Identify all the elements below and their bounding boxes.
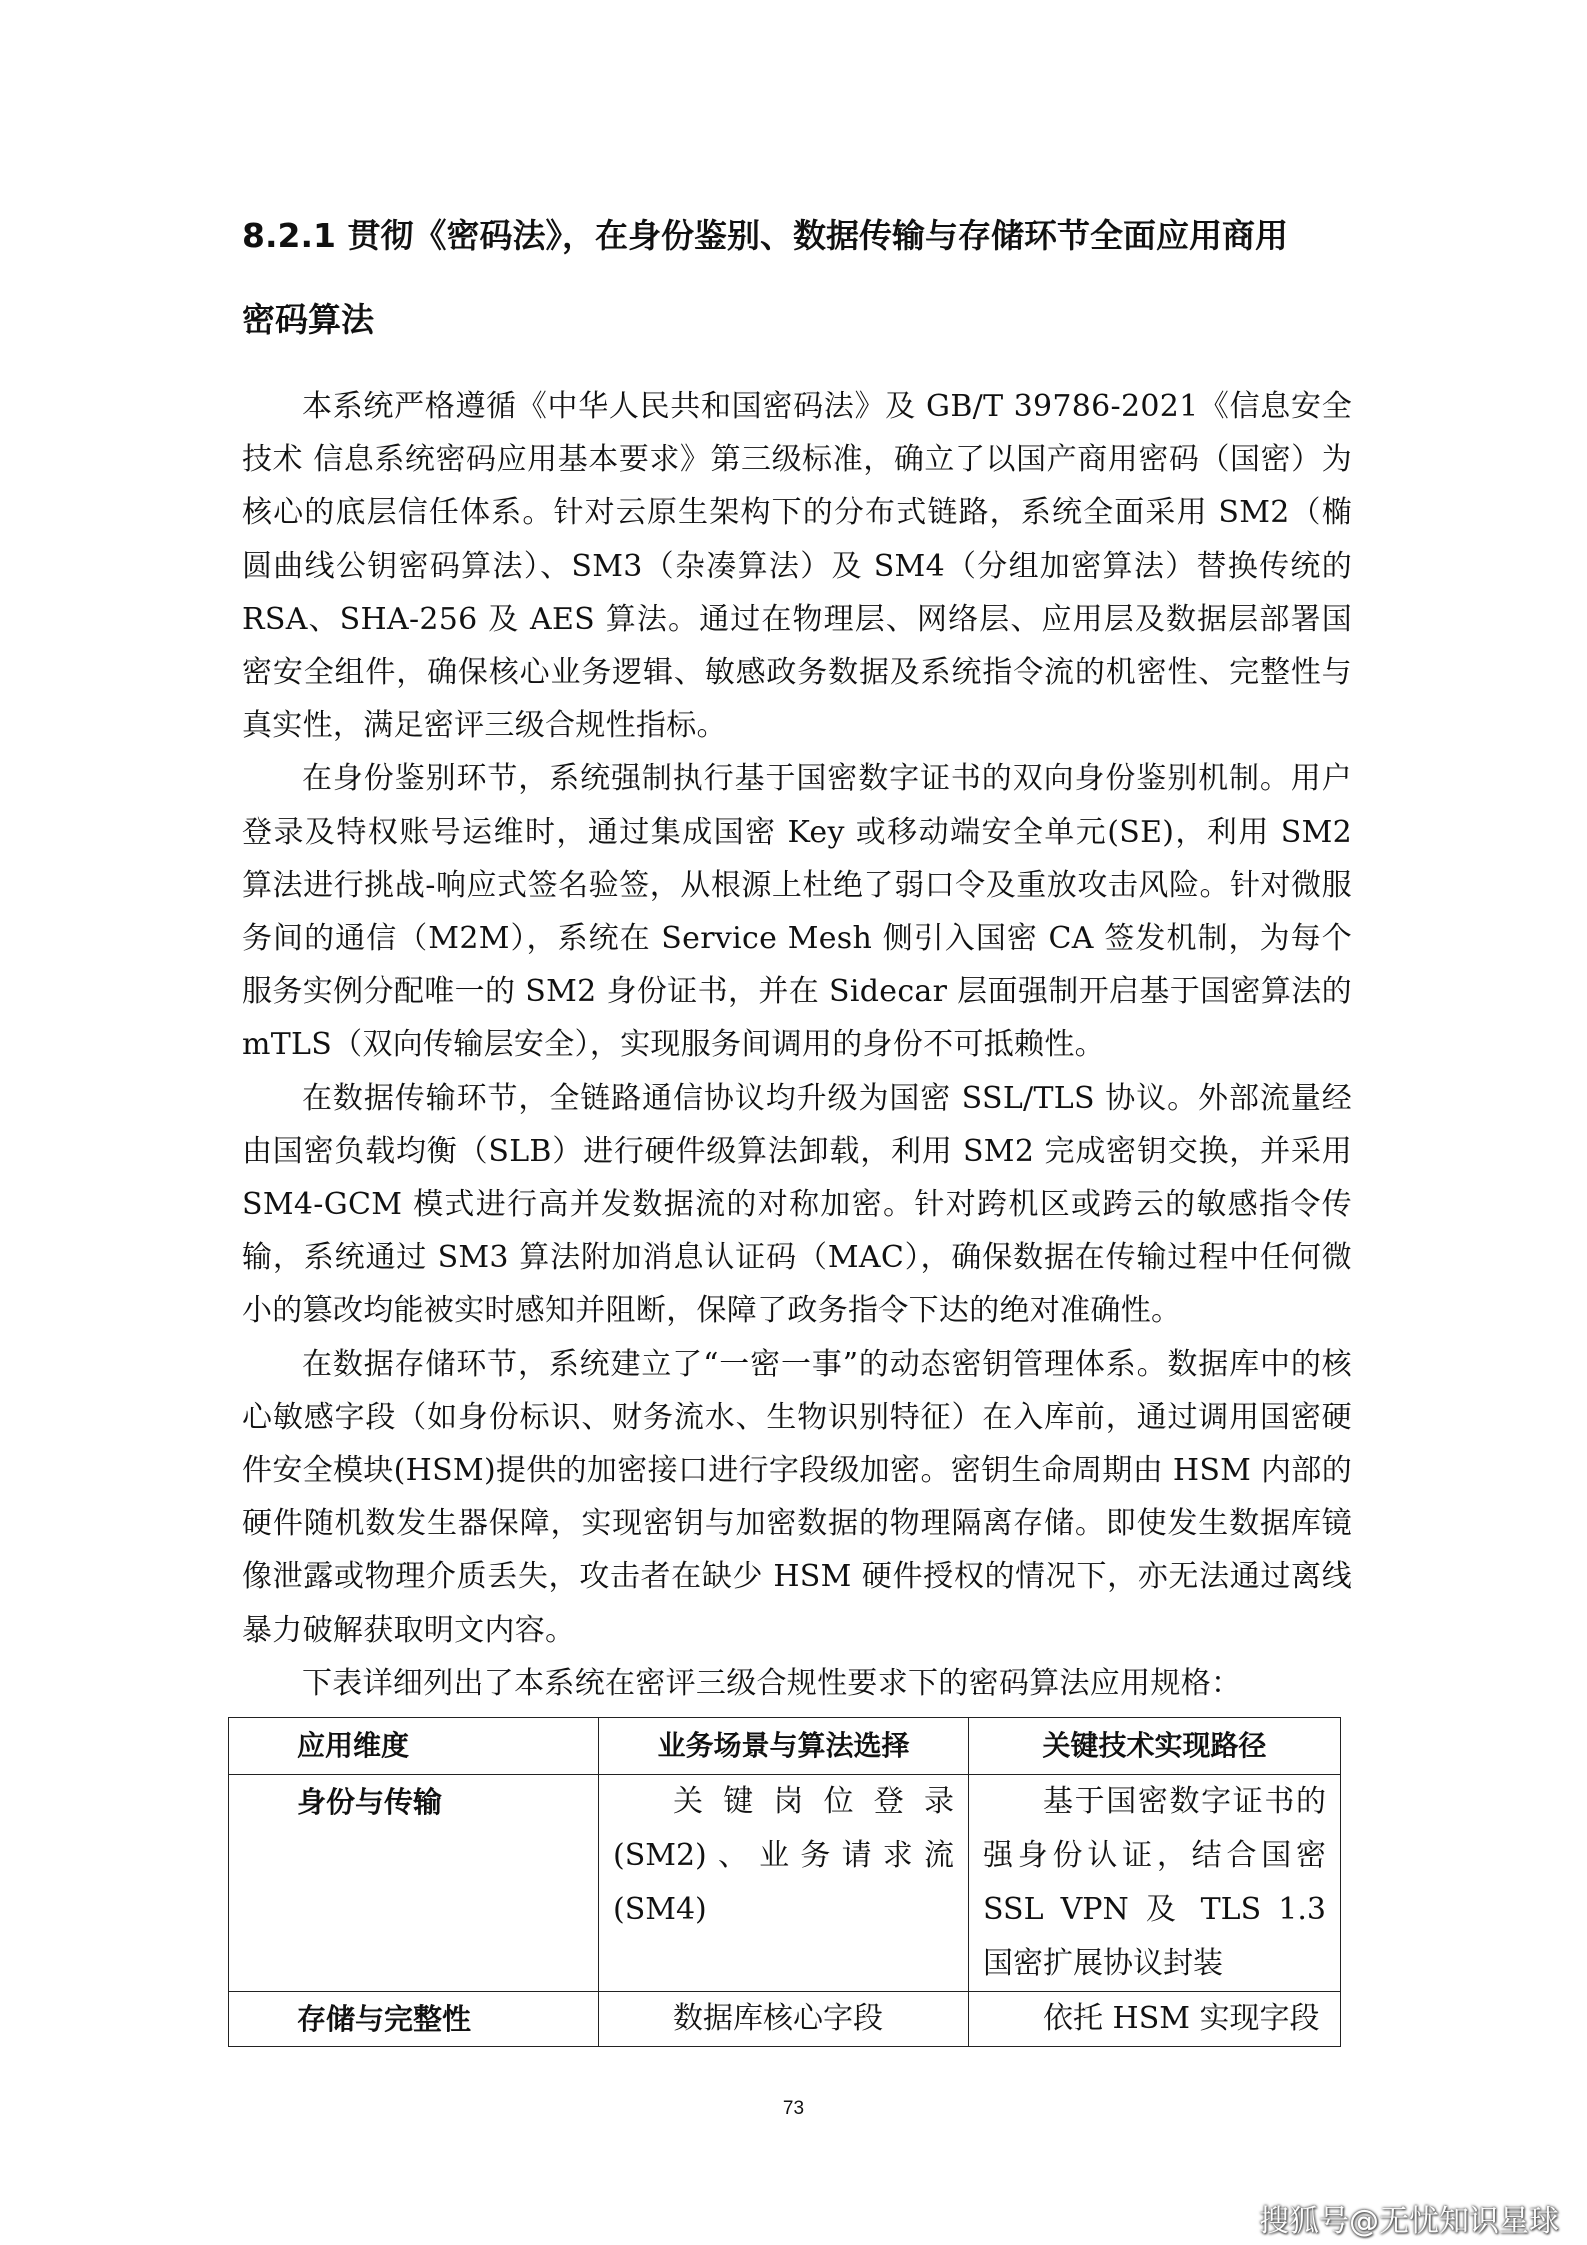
section-heading-line1: 8.2.1 贯彻《密码法》，在身份鉴别、数据传输与存储环节全面应用商用 [242,216,1288,255]
table-header-cell: 业务场景与算法选择 [599,1718,969,1775]
table-header-cell: 关键技术实现路径 [969,1718,1341,1775]
table-cell-dimension: 身份与传输 [229,1775,599,1992]
page-number: 73 [782,2098,805,2119]
section-heading [242,194,1352,362]
table-header-cell: 应用维度 [229,1718,599,1775]
paragraph: 在数据传输环节，全链路通信协议均升级为国密 SSL/TLS 协议。外部流量经由国密负载均衡（SLB）进行硬件级算法卸载，利用 SM2 完成密钥交换，并采用 SM4-GCM 模式进行高并发数据流的对称加密。针对跨机区或跨云的敏感指令传输，系统通过 SM3 算法附加消息认证码（MAC），确保数据在传输过程中任何微小的篡改均能被实时感知并阻断，保障了政务指令下达的绝对准确性。 [242,1080,1352,1329]
section-heading-line2: 密码算法 [242,300,374,339]
table-row [229,1775,1341,1992]
paragraph: 在数据存储环节，系统建立了“一密一事”的动态密钥管理体系。数据库中的核心敏感字段（如身份标识、财务流水、生物识别特征）在入库前，通过调用国密硬件安全模块(HSM)提供的加密接口进行字段级加密。密钥生命周期由 HSM 内部的硬件随机数发生器保障，实现密钥与加密数据的物理隔离存储。即使发生数据库镜像泄露或物理介质丢失，攻击者在缺少 HSM 硬件授权的情况下，亦无法通过离线暴力破解获取明文内容。 [242,1346,1352,1648]
table-cell-path: 基于国密数字证书的强身份认证，结合国密 SSL VPN 及 TLS 1.3 国密扩展协议封装 [969,1775,1341,1992]
table-cell-scenario: 关键岗位登录(SM2)、业务请求流(SM4) [599,1775,969,1992]
table-header-row [229,1718,1341,1775]
table-cell-dimension: 存储与完整性 [229,1992,599,2047]
table-cell-scenario: 数据库核心字段 [599,1992,969,2047]
watermark: 搜狐号@无忧知识星球 [1259,2204,1559,2239]
body-text [242,380,1352,1710]
crypto-spec-table [228,1717,1341,2047]
paragraph: 本系统严格遵循《中华人民共和国密码法》及 GB/T 39786-2021《信息安全技术 信息系统密码应用基本要求》第三级标准，确立了以国产商用密码（国密）为核心的底层信任体系。针对云原生架构下的分布式链路，系统全面采用 SM2（椭圆曲线公钥密码算法）、SM3（杂凑算法）及 SM4（分组加密算法）替换传统的 RSA、SHA-256 及 AES 算法。通过在物理层、网络层、应用层及数据层部署国密安全组件，确保核心业务逻辑、敏感政务数据及系统指令流的机密性、完整性与真实性，满足密评三级合规性指标。 [242,389,1352,744]
paragraph: 在身份鉴别环节，系统强制执行基于国密数字证书的双向身份鉴别机制。用户登录及特权账号运维时，通过集成国密 Key 或移动端安全单元(SE)，利用 SM2 算法进行挑战-响应式签名验签，从根源上杜绝了弱口令及重放攻击风险。针对微服务间的通信（M2M），系统在 Service Mesh 侧引入国密 CA 签发机制，为每个服务实例分配唯一的 SM2 身份证书，并在 Sidecar 层面强制开启基于国密算法的 mTLS（双向传输层安全），实现服务间调用的身份不可抵赖性。 [242,761,1352,1063]
table-intro: 下表详细列出了本系统在密评三级合规性要求下的密码算法应用规格： [302,1665,1242,1701]
table-cell-path: 依托 HSM 实现字段 [969,1992,1341,2047]
table-row [229,1992,1341,2047]
